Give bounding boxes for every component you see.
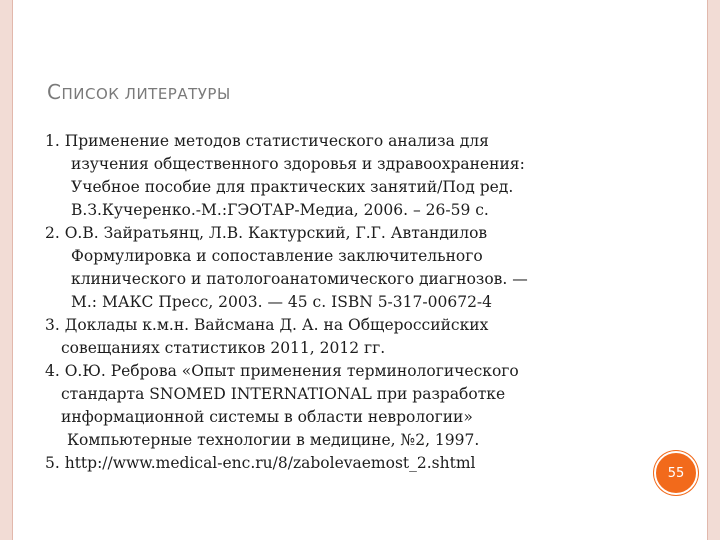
page-title [47, 80, 231, 104]
reference-item-5 [45, 452, 625, 475]
reference-line: 1. Применение методов статистического анализа для [45, 132, 489, 150]
reference-line: совещаниях статистиков 2011, 2012 гг. [61, 339, 386, 357]
reference-line: В.З.Кучеренко.-М.:ГЭОТАР-Медиа, 2006. – 26-59 с. [71, 201, 489, 219]
reference-line: М.: МАКС Пресс, 2003. — 45 с. ISBN 5-317-00672-4 [71, 293, 493, 311]
reference-item-3 [45, 314, 625, 360]
page-number-badge: 55 [654, 451, 698, 495]
reference-line: 3. Доклады к.м.н. Вайсмана Д. А. на Общероссийских [45, 316, 489, 334]
reference-line: 4. О.Ю. Реброва «Опыт применения терминологического [45, 362, 519, 380]
reference-item-2 [45, 222, 625, 314]
reference-line: Компьютерные технологии в медицине, №2, 1997. [67, 431, 480, 449]
title-rest: ПИСОК ЛИТЕРАТУРЫ [61, 85, 231, 103]
title-first-letter: С [47, 80, 62, 104]
reference-link[interactable]: 5. http://www.medical-enc.ru/8/zabolevaemost_2.shtml [45, 454, 476, 472]
reference-item-1 [45, 130, 625, 222]
reference-line: изучения общественного здоровья и здравоохранения: [71, 155, 525, 173]
slide [12, 0, 708, 540]
reference-line: 2. О.В. Зайратьянц, Л.В. Кактурский, Г.Г. Автандилов [45, 224, 488, 242]
reference-line: Формулировка и сопоставление заключительного [71, 247, 483, 265]
reference-line: Учебное пособие для практических занятий/Под ред. [71, 178, 514, 196]
reference-line: информационной системы в области неврологии» [61, 408, 473, 426]
reference-line: клинического и патологоанатомического диагнозов. — [71, 270, 528, 288]
reference-line: стандарта SNOMED INTERNATIONAL при разработке [61, 385, 506, 403]
reference-list [45, 130, 625, 475]
reference-item-4 [45, 360, 625, 452]
